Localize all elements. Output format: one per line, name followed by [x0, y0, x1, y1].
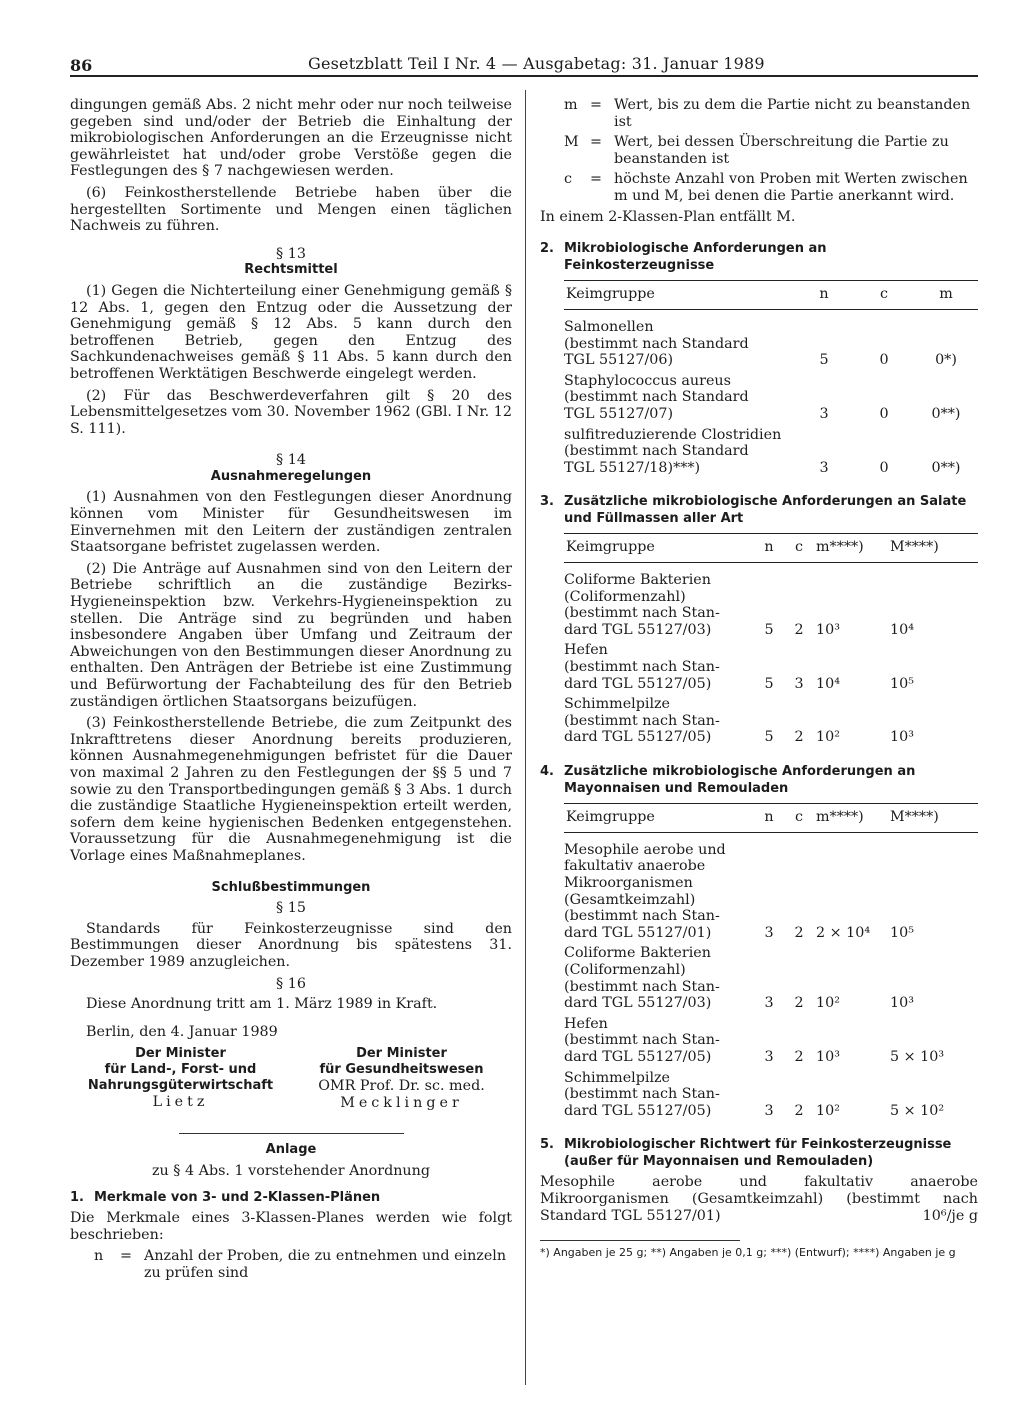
t2-r0-n: 5: [819, 352, 829, 369]
t3-r2-l1: Schimmelpilze: [564, 696, 671, 713]
t2-h-c: c: [854, 281, 914, 310]
t4-r0-l2: fakultativ anaerobe: [564, 858, 706, 875]
t2-r1-c: 0: [879, 405, 889, 422]
t4-r2-n: 3: [764, 1048, 774, 1065]
heading-3-title: Zusätzliche mikrobiologische Anforderungen an Salate und Füllmassen aller Art: [564, 494, 967, 526]
t4-r1-m: 10²: [816, 995, 840, 1012]
def-n-eq: =: [120, 1248, 132, 1265]
heading-5-text: [540, 1174, 978, 1224]
t3-r0-c: 2: [794, 621, 804, 638]
two-class-note: In einem 2-Klassen-Plan entfällt M.: [540, 208, 796, 225]
def-m-eq: =: [590, 97, 602, 113]
t4-r0-m: 2 × 10⁴: [816, 924, 871, 941]
t4-r1-l1: Coliforme Bakterien: [564, 945, 711, 962]
table-row: [564, 1016, 978, 1070]
t4-r2-m: 10³: [816, 1048, 840, 1065]
t4-r3-m: 10²: [816, 1102, 840, 1119]
t4-r3-c: 2: [794, 1102, 804, 1119]
t2-r2-c: 0: [879, 459, 889, 476]
t2-r0-l2: (bestimmt nach Standard: [564, 335, 749, 352]
t2-h-keimgruppe: Keimgruppe: [564, 281, 794, 310]
table-row: [564, 1070, 978, 1124]
anlage-title: Anlage: [265, 1142, 317, 1158]
t3-r1-M: 10⁵: [890, 675, 914, 692]
t4-r0-M: 10⁵: [890, 924, 914, 941]
t2-r2-l3: TGL 55127/18)***): [564, 459, 701, 476]
t3-r0-l1: Coliforme Bakterien: [564, 572, 711, 589]
def-M-text: Wert, bei dessen Überschreitung die Partie zu beanstanden ist: [614, 134, 949, 167]
sig1-line1: Der Minister: [135, 1046, 226, 1062]
t3-r1-l1: Hefen: [564, 642, 608, 659]
heading-4: [540, 764, 978, 797]
t4-r2-l1: Hefen: [564, 1015, 608, 1032]
t2-r2-l1: sulfitreduzierende Clostridien: [564, 426, 782, 443]
def-m-text: Wert, bis zu dem die Partie nicht zu beanstanden ist: [614, 97, 971, 130]
t3-r0-l3: (bestimmt nach Stan-: [564, 605, 720, 622]
table-row: [564, 832, 978, 945]
t4-r0-l5: (bestimmt nach Stan-: [564, 908, 720, 925]
t3-h-m: m****): [814, 534, 888, 563]
table-row: [564, 309, 978, 372]
t3-h-n: n: [754, 534, 784, 563]
t4-r0-l6: dard TGL 55127/01): [564, 924, 712, 941]
t3-r2-l3: dard TGL 55127/05): [564, 729, 712, 746]
heading-5-title: Mikrobiologischer Richtwert für Feinkosterzeugnisse (außer für Mayonnaisen und Remouladen): [564, 1137, 952, 1169]
t2-r2-m: 0**): [931, 459, 961, 476]
t3-r0-l4: dard TGL 55127/03): [564, 621, 712, 638]
def-n-text: Anzahl der Proben, die zu entnehmen und einzeln zu prüfen sind: [144, 1248, 507, 1282]
definition-n: [94, 1248, 512, 1281]
t3-r1-n: 5: [764, 675, 774, 692]
def-c-eq: =: [590, 171, 602, 188]
table-row: [564, 563, 978, 643]
heading-1-intro: Die Merkmale eines 3-Klassen-Planes werden wie folgt beschrieben:: [70, 1210, 512, 1243]
section-15-p: Standards für Feinkosterzeugnisse sind den Bestimmungen dieser Anordnung bis spätestens 31. Dezember 1989 anzugleichen.: [70, 920, 512, 970]
signature-health: [291, 1046, 512, 1111]
t3-r1-m: 10⁴: [816, 675, 840, 692]
t3-h-keimgruppe: Keimgruppe: [564, 534, 754, 563]
heading-5-desc: Mesophile aerobe und fakultativ anaerobe Mikroorganismen (Gesamtkeimzahl) (bestimmt nach Standard TGL 55127/01): [540, 1174, 978, 1224]
t4-r3-l1: Schimmelpilze: [564, 1069, 671, 1086]
section-13-title: Rechtsmittel: [244, 262, 338, 278]
sig1-line3: Nahrungsgüterwirtschaft: [87, 1078, 274, 1094]
heading-3: [540, 494, 978, 527]
t4-r2-c: 2: [794, 1048, 804, 1065]
section-14-number: § 14: [276, 452, 306, 469]
sig2-line2: für Gesundheitswesen: [319, 1062, 484, 1078]
t3-r2-l2: (bestimmt nach Stan-: [564, 712, 720, 729]
table-row: [564, 427, 978, 481]
t2-r0-l1: Salmonellen: [564, 318, 654, 335]
section-13-number: § 13: [276, 245, 306, 262]
final-provisions-title: Schlußbestimmungen: [211, 879, 371, 895]
sig2-name: Mecklinger: [340, 1094, 463, 1111]
definition-M: [564, 134, 978, 167]
t3-r0-n: 5: [764, 621, 774, 638]
t4-r1-l2: (Coliformenzahl): [564, 961, 686, 978]
paragraph-continued: dingungen gemäß Abs. 2 nicht mehr oder nur noch teilweise gegeben sind und/oder der Betrieb die Einhaltung der mikrobiologischen Anforderungen an die Erzeugnisse nicht gewährleistet hat und/oder grobe Verstöße gegen die Festlegungen des § 7 nachgewiesen werden.: [70, 97, 512, 180]
definition-list-right: [564, 97, 978, 205]
t3-r1-l3: dard TGL 55127/05): [564, 675, 712, 692]
t2-r1-m: 0**): [931, 405, 961, 422]
heading-1-title: Merkmale von 3- und 2-Klassen-Plänen: [94, 1189, 381, 1205]
t2-h-n: n: [794, 281, 854, 310]
heading-1-number: 1.: [70, 1189, 84, 1205]
table-3: [564, 533, 978, 750]
t3-h-c: c: [784, 534, 814, 563]
heading-2-title: Mikrobiologische Anforderungen an Feinkosterzeugnisse: [564, 241, 827, 273]
sig2-line3: OMR Prof. Dr. sc. med.: [318, 1078, 485, 1095]
t4-r2-l3: dard TGL 55127/05): [564, 1048, 712, 1065]
t4-h-m: m****): [814, 804, 888, 833]
t2-r1-l3: TGL 55127/07): [564, 405, 674, 422]
table-2-header: [564, 281, 978, 310]
definition-c: [564, 171, 978, 204]
footnote-rule: [540, 1240, 740, 1241]
column-divider: [525, 90, 526, 1385]
t2-h-m: m: [914, 281, 978, 310]
t4-r3-n: 3: [764, 1102, 774, 1119]
t2-r2-n: 3: [819, 459, 829, 476]
definition-m: [564, 97, 978, 130]
t4-h-c: c: [784, 804, 814, 833]
section-15-number: § 15: [276, 900, 306, 917]
t4-r1-c: 2: [794, 995, 804, 1012]
page-number: 86: [70, 56, 93, 75]
table-row: [564, 696, 978, 750]
heading-2: [540, 241, 978, 274]
heading-2-number: 2.: [540, 241, 554, 257]
section-14-p1: (1) Ausnahmen von den Festlegungen dieser Anordnung können vom Minister für Gesundheitswesen im Einvernehmen mit den Leitern der zuständigen zentralen Staatsorgane befristet zugelassen werden.: [70, 489, 512, 556]
signing-date: Berlin, den 4. Januar 1989: [86, 1023, 278, 1040]
t4-r3-l3: dard TGL 55127/05): [564, 1102, 712, 1119]
section-14-title: Ausnahmeregelungen: [210, 468, 372, 484]
t2-r2-l2: (bestimmt nach Standard: [564, 443, 749, 460]
def-M-label: M: [564, 134, 579, 151]
t3-r0-M: 10⁴: [890, 621, 914, 638]
t4-r1-M: 10³: [890, 995, 914, 1012]
table-row: [564, 373, 978, 427]
heading-4-number: 4.: [540, 764, 554, 779]
table-4: [564, 803, 978, 1123]
table-4-header: [564, 804, 978, 833]
section-16-number: § 16: [276, 975, 306, 992]
table-2: [564, 280, 978, 480]
right-column: [540, 97, 978, 1259]
paragraph-6: (6) Feinkostherstellende Betriebe haben über die hergestellten Sortimente und Mengen einen täglichen Nachweis zu führen.: [70, 184, 512, 235]
def-c-text: höchste Anzahl von Proben mit Werten zwischen m und M, bei denen die Partie anerkannt wird.: [614, 171, 968, 204]
def-c-label: c: [564, 171, 573, 188]
section-14-p3: (3) Feinkostherstellende Betriebe, die zum Zeitpunkt des Inkrafttretens dieser Anordnung bereits produzieren, können Ausnahmegenehmigungen befristet für die Dauer von maximal 2 Jahren zu den Festlegungen der §§ 5 und 7 sowie zu den Transportbedingungen gemäß § 3 Abs. 1 durch die zuständige Staatliche Hygieneinspektion erteilt werden, sofern dem keine hygienischen Bedenken entgegenstehen. Voraussetzung für die Ausnahmegenehmigung ist die Vorlage eines Maßnahmeplanes.: [70, 715, 512, 864]
heading-5: [540, 1137, 978, 1170]
t3-r0-l2: (Coliformenzahl): [564, 588, 686, 605]
t4-r2-M: 5 × 10³: [890, 1048, 945, 1065]
anlage-rule: [179, 1133, 404, 1134]
heading-5-value: 10⁶/je g: [922, 1207, 978, 1224]
t2-r1-l2: (bestimmt nach Standard: [564, 389, 749, 406]
def-n-label: n: [94, 1248, 104, 1265]
t4-r0-c: 2: [794, 924, 804, 941]
t4-r3-l2: (bestimmt nach Stan-: [564, 1086, 720, 1103]
t3-r2-n: 5: [764, 729, 774, 746]
t4-r2-l2: (bestimmt nach Stan-: [564, 1032, 720, 1049]
heading-1: [70, 1190, 512, 1207]
footnote: *) Angaben je 25 g; **) Angaben je 0,1 g; ***) (Entwurf); ****) Angaben je g: [540, 1246, 956, 1260]
t3-h-M: M****): [888, 534, 978, 563]
section-16-p: Diese Anordnung tritt am 1. März 1989 in Kraft.: [86, 996, 438, 1013]
t4-h-n: n: [754, 804, 784, 833]
t4-r0-l4: (Gesamtkeimzahl): [564, 891, 696, 908]
left-column: [70, 97, 512, 1286]
t4-h-M: M****): [888, 804, 978, 833]
def-M-eq: =: [590, 134, 602, 151]
t4-r1-l3: (bestimmt nach Stan-: [564, 978, 720, 995]
t3-r1-c: 3: [794, 675, 804, 692]
t3-r2-c: 2: [794, 729, 804, 746]
anlage-subtitle: zu § 4 Abs. 1 vorstehender Anordnung: [152, 1163, 430, 1180]
t4-r1-l4: dard TGL 55127/03): [564, 995, 712, 1012]
table-3-header: [564, 534, 978, 563]
t2-r1-n: 3: [819, 405, 829, 422]
section-14-p2: (2) Die Anträge auf Ausnahmen sind von den Leitern der Betriebe schriftlich an die zuständige Bezirks-Hygieneinspektion bzw. Verkehrs-Hygieneinspektion zu stellen. Die Anträge sind zu begründen und haben insbesondere Angaben über Umfang und Zeitraum der Abweichungen von den Bestimmungen dieser Anordnung zu enthalten. Den Anträgen der Betriebe ist eine Zustimmung und Befürwortung der Fachabteilung des für den Betrieb zuständigen örtlichen Staatsorgans beizufügen.: [70, 560, 512, 710]
t3-r1-l2: (bestimmt nach Stan-: [564, 659, 720, 676]
t3-r2-m: 10²: [816, 729, 840, 746]
table-row: [564, 642, 978, 696]
heading-4-title: Zusätzliche mikrobiologische Anforderungen an Mayonnaisen und Remouladen: [564, 764, 916, 796]
t2-r0-l3: TGL 55127/06): [564, 352, 674, 369]
t4-r0-l1: Mesophile aerobe und: [564, 841, 726, 858]
def-m-label: m: [564, 97, 578, 113]
t2-r0-m: 0*): [935, 352, 957, 369]
t3-r0-m: 10³: [816, 621, 840, 638]
sig2-line1: Der Minister: [356, 1046, 447, 1062]
section-13-p2: (2) Für das Beschwerdeverfahren gilt § 20 des Lebensmittelgesetzes vom 30. November 1962 (GBl. I Nr. 12 S. 111).: [70, 387, 512, 437]
t3-r2-M: 10³: [890, 729, 914, 746]
table-row: [564, 945, 978, 1015]
sig1-name: Lietz: [152, 1094, 209, 1111]
t4-r0-l3: Mikroorganismen: [564, 874, 693, 891]
t2-r1-l1: Staphylococcus aureus: [564, 372, 731, 389]
t4-r0-n: 3: [764, 924, 774, 941]
t4-r1-n: 3: [764, 995, 774, 1012]
t2-r0-c: 0: [879, 352, 889, 369]
heading-5-number: 5.: [540, 1137, 554, 1153]
t4-r3-M: 5 × 10²: [890, 1102, 945, 1119]
t4-h-keimgruppe: Keimgruppe: [564, 804, 754, 833]
header-rule: [70, 75, 978, 77]
running-title: Gesetzblatt Teil I Nr. 4 — Ausgabetag: 31. Januar 1989: [308, 54, 765, 73]
sig1-line2: für Land-, Forst- und: [104, 1062, 257, 1078]
section-13-p1: (1) Gegen die Nichterteilung einer Genehmigung gemäß § 12 Abs. 1, gegen den Entzug oder die Aussetzung der Genehmigung gemäß § 12 Abs. 5 kann durch den betroffenen Betrieb, gegen den Entzug des Sachkundenachweises gemäß § 11 Abs. 5 kann durch den betroffenen Werktätigen Beschwerde eingelegt werden.: [70, 282, 512, 382]
signatures: [70, 1046, 512, 1111]
definition-list-left: [94, 1248, 512, 1281]
signature-agriculture: [70, 1046, 291, 1111]
heading-3-number: 3.: [540, 494, 554, 510]
